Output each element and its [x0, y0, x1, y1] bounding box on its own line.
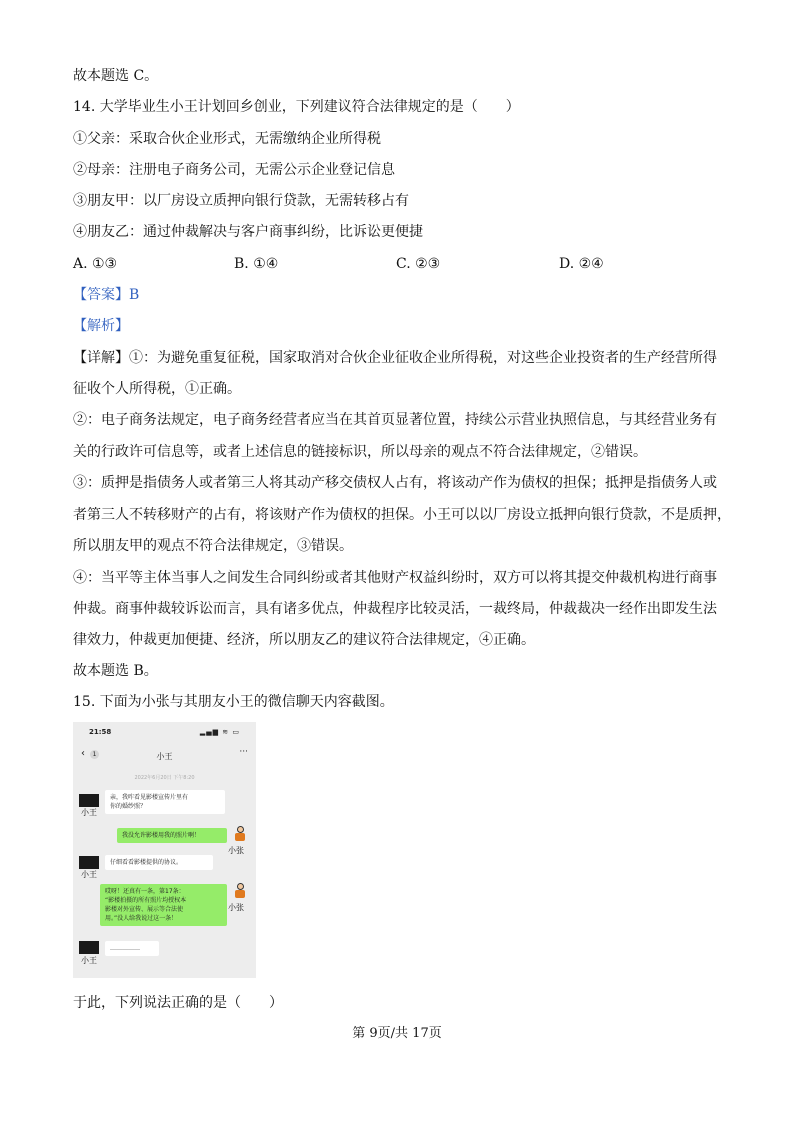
q14-item-1: ①父亲：采取合伙企业形式，无需缴纳企业所得税	[73, 131, 381, 147]
chat-title: 小王	[156, 752, 173, 761]
q14-explanation-line: 关的行政许可信息等，或者上述信息的链接标识，所以母亲的观点不符合法律规定，②错误。	[73, 444, 647, 460]
prev-conclusion: 故本题选 C。	[73, 68, 159, 84]
avatar-name-wang: 小王	[81, 808, 97, 817]
q14-option-a: A. ①③	[73, 256, 118, 272]
message-text: “影楼拍摄的所有照片均授权本	[105, 897, 187, 904]
avatar-zhang	[233, 826, 247, 842]
avatar-wang	[79, 941, 99, 954]
status-time: 21:58	[89, 728, 112, 736]
avatar-wang	[79, 794, 99, 807]
q14-explanation-line: 所以朋友甲的观点不符合法律规定，③错误。	[73, 538, 353, 554]
q14-item-2: ②母亲：注册电子商务公司，无需公示企业登记信息	[73, 162, 395, 178]
q15-followup: 于此，下列说法正确的是（ ）	[73, 995, 283, 1011]
q14-item-4: ④朋友乙：通过仲裁解决与客户商事纠纷，比诉讼更便捷	[73, 224, 423, 240]
message-bubble	[105, 941, 159, 956]
q14-conclusion: 故本题选 B。	[73, 663, 158, 679]
q14-explanation-line: 征收个人所得税，①正确。	[73, 381, 241, 397]
message-text: 仔细看看影楼提供的协议。	[110, 859, 183, 866]
chevron-left-icon: ‹	[81, 748, 85, 759]
q14-stem: 14. 大学毕业生小王计划回乡创业，下列建议符合法律规定的是（ ）	[73, 99, 520, 115]
q14-analysis-label: 【解析】	[73, 318, 129, 334]
q14-item-3: ③朋友甲：以厂房设立质押向银行贷款，无需转移占有	[73, 193, 409, 209]
message-bubble	[105, 855, 213, 870]
avatar-name-zhang: 小张	[228, 903, 244, 912]
q14-explanation-line: ④：当平等主体当事人之间发生合同纠纷或者其他财产权益纠纷时，双方可以将其提交仲裁机构进行商事	[73, 570, 717, 586]
avatar-zhang	[233, 883, 247, 899]
q14-answer: 【答案】B	[73, 287, 140, 303]
q14-explanation-line: 律效力，仲裁更加便捷、经济，所以朋友乙的建议符合法律规定，④正确。	[73, 632, 535, 648]
q14-explanation-line: 者第三人不转移财产的占有，将该财产作为债权的担保。小王可以以厂房设立抵押向银行贷款，不是质押，	[73, 507, 731, 523]
q14-explanation-line: 仲裁。商事仲裁较诉讼而言，具有诸多优点，仲裁程序比较灵活，一裁终局，仲裁裁决一经作出即发生法	[73, 601, 717, 617]
more-icon: ···	[239, 747, 248, 757]
message-text: 影楼对外宣传、展示等合法使	[105, 906, 184, 913]
message-text: 亲，我咋看见影楼宣传片里有	[110, 794, 189, 801]
unread-badge: 1	[90, 750, 99, 759]
avatar-wang	[79, 856, 99, 869]
q15-stem: 15. 下面为小张与其朋友小王的微信聊天内容截图。	[73, 694, 394, 710]
q14-explanation-line: ③：质押是指债务人或者第三人将其动产移交债权人占有，将该动产作为债权的担保；抵押是指债务人或	[73, 475, 717, 491]
avatar-name-wang: 小王	[81, 956, 97, 965]
message-text: 你的婚纱照？	[110, 803, 147, 810]
message-text: 哎呀！还真有一条，第17条：	[105, 888, 185, 895]
signal-wifi-battery-icon: ▂▄▆ ≋ ▭	[199, 728, 240, 736]
message-bubble	[105, 790, 225, 814]
chat-nav-bar	[73, 746, 256, 764]
message-text: ……………	[110, 945, 140, 952]
q14-option-d: D. ②④	[559, 256, 604, 272]
status-bar	[73, 722, 256, 740]
chat-date: 2022年6月20日 下午8:20	[134, 775, 195, 781]
message-bubble	[117, 828, 227, 843]
message-text: 我没允许影楼用我的照片啊！	[122, 832, 201, 839]
q14-option-b: B. ①④	[234, 256, 279, 272]
wechat-screenshot	[73, 722, 256, 978]
message-bubble	[100, 884, 227, 926]
page-footer: 第 9页/共 17页	[352, 1026, 442, 1041]
message-text: 用。”没人给我说过这一条！	[105, 915, 178, 922]
q14-explanation-line: ②：电子商务法规定，电子商务经营者应当在其首页显著位置，持续公示营业执照信息，与其经营业务有	[73, 412, 717, 428]
q14-option-c: C. ②③	[396, 256, 441, 272]
avatar-name-zhang: 小张	[228, 846, 244, 855]
avatar-name-wang: 小王	[81, 870, 97, 879]
q14-explanation-line: 【详解】①：为避免重复征税，国家取消对合伙企业征收企业所得税，对这些企业投资者的生产经营所得	[73, 350, 717, 366]
